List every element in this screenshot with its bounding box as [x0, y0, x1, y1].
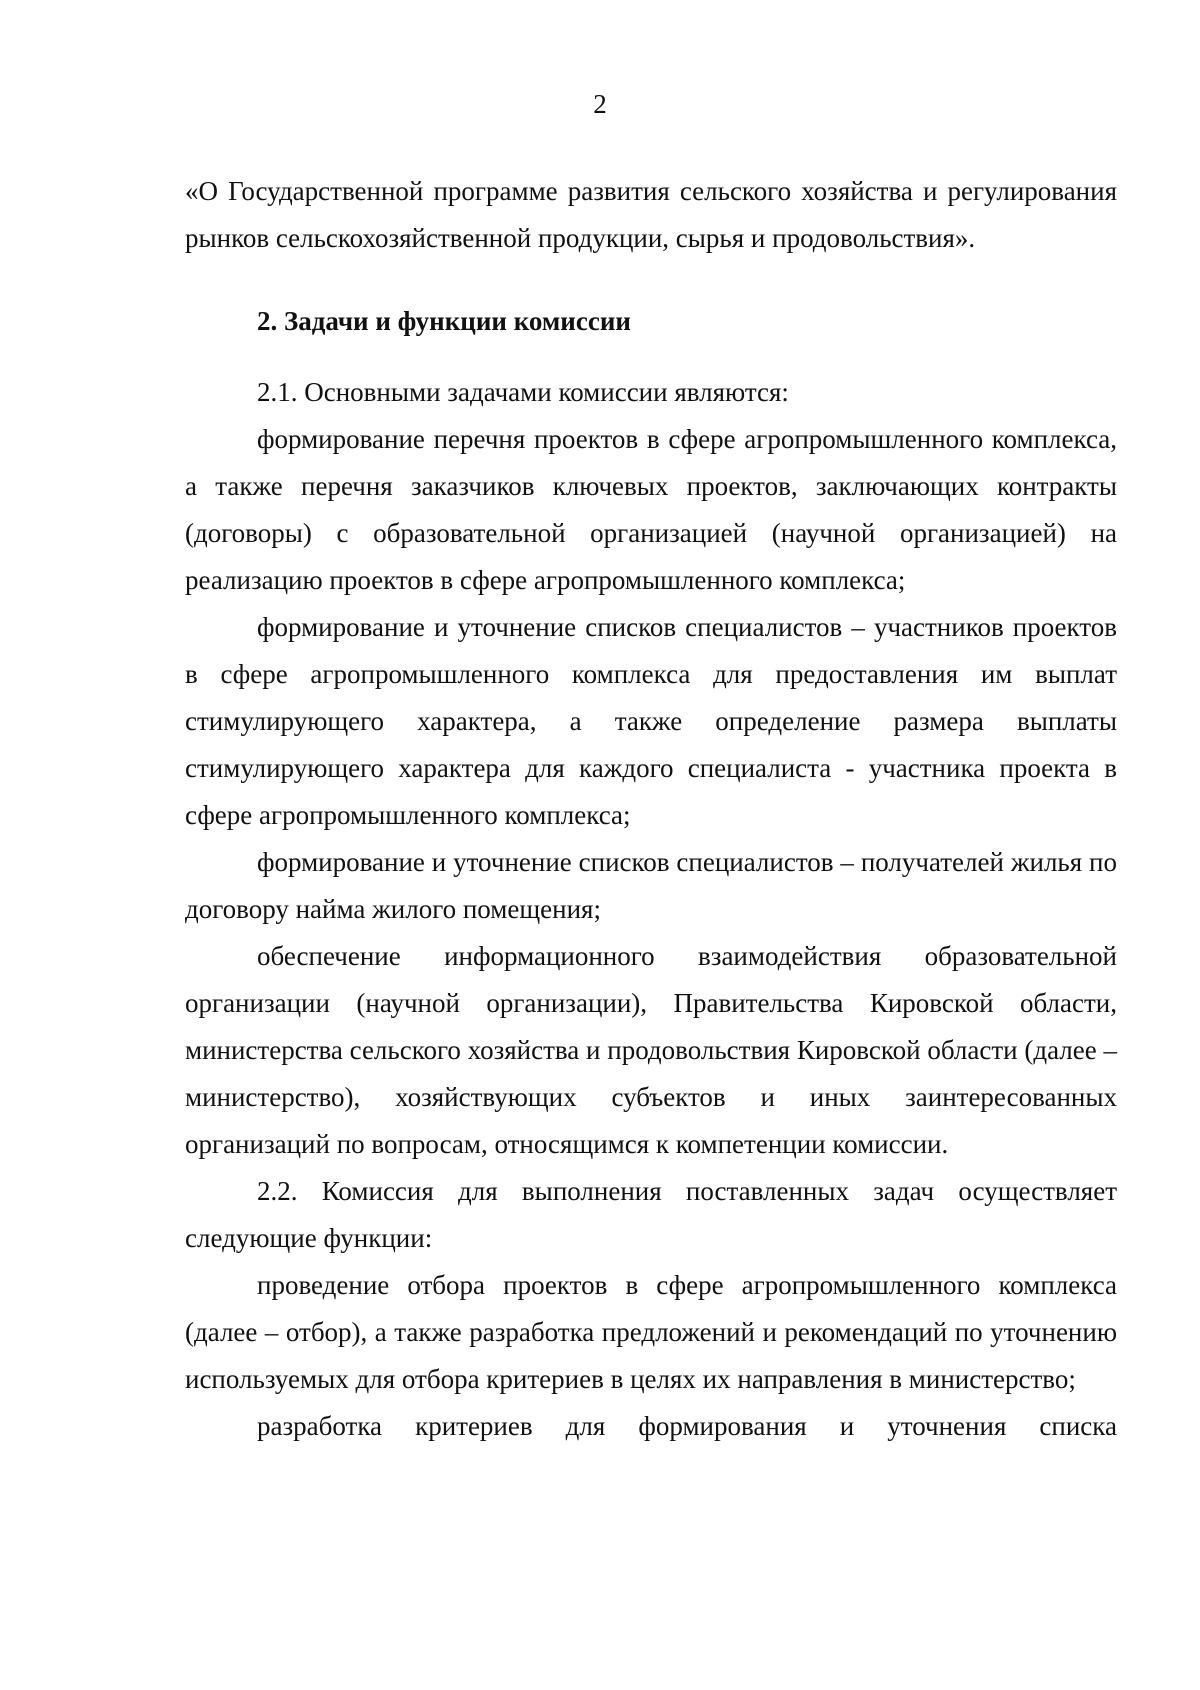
paragraph-2-1: 2.1. Основными задачами комиссии являются: [257, 377, 789, 407]
section-heading: 2. Задачи и функции комиссии [257, 306, 631, 336]
task-item-4: обеспечение информационного взаимодействия образовательной организации (научной организации), Правительства Кировской области, министерства сельского хозяйства и продовольствия Кировской области (далее – министерство), хозяйствующих субъектов и иных заинтересованных организаций по вопросам, относящимся к компетенции комиссии. [185, 941, 1117, 1159]
intro-paragraph: «О Государственной программе развития сельского хозяйства и регулирования рынков сельскохозяйственной продукции, сырья и продовольствия». [185, 176, 1117, 253]
task-item-1: формирование перечня проектов в сфере агропромышленного комплекса, а также перечня заказчиков ключевых проектов, заключающих контракты (договоры) с образовательной организацией (научной организацией) на реализацию проектов в сфере агропромышленного комплекса; [185, 424, 1117, 595]
function-item-2: разработка критериев для формирования и уточнения списка [257, 1411, 1117, 1441]
function-item-1: проведение отбора проектов в сфере агропромышленного комплекса (далее – отбор), а также разработка предложений и рекомендаций по уточнению используемых для отбора критериев в целях их направления в министерство; [185, 1270, 1117, 1394]
paragraph-2-2: 2.2. Комиссия для выполнения поставленных задач осуществляет следующие функции: [185, 1176, 1117, 1253]
task-item-3: формирование и уточнение списков специалистов – получателей жилья по договору найма жилого помещения; [185, 847, 1117, 924]
page-number: 2 [593, 89, 607, 119]
document-body [185, 168, 1117, 1450]
task-item-2: формирование и уточнение списков специалистов – участников проектов в сфере агропромышленного комплекса для предоставления им выплат стимулирующего характера, а также определение размера выплаты стимулирующего характера для каждого специалиста - участника проекта в сфере агропромышленного комплекса; [185, 612, 1117, 830]
